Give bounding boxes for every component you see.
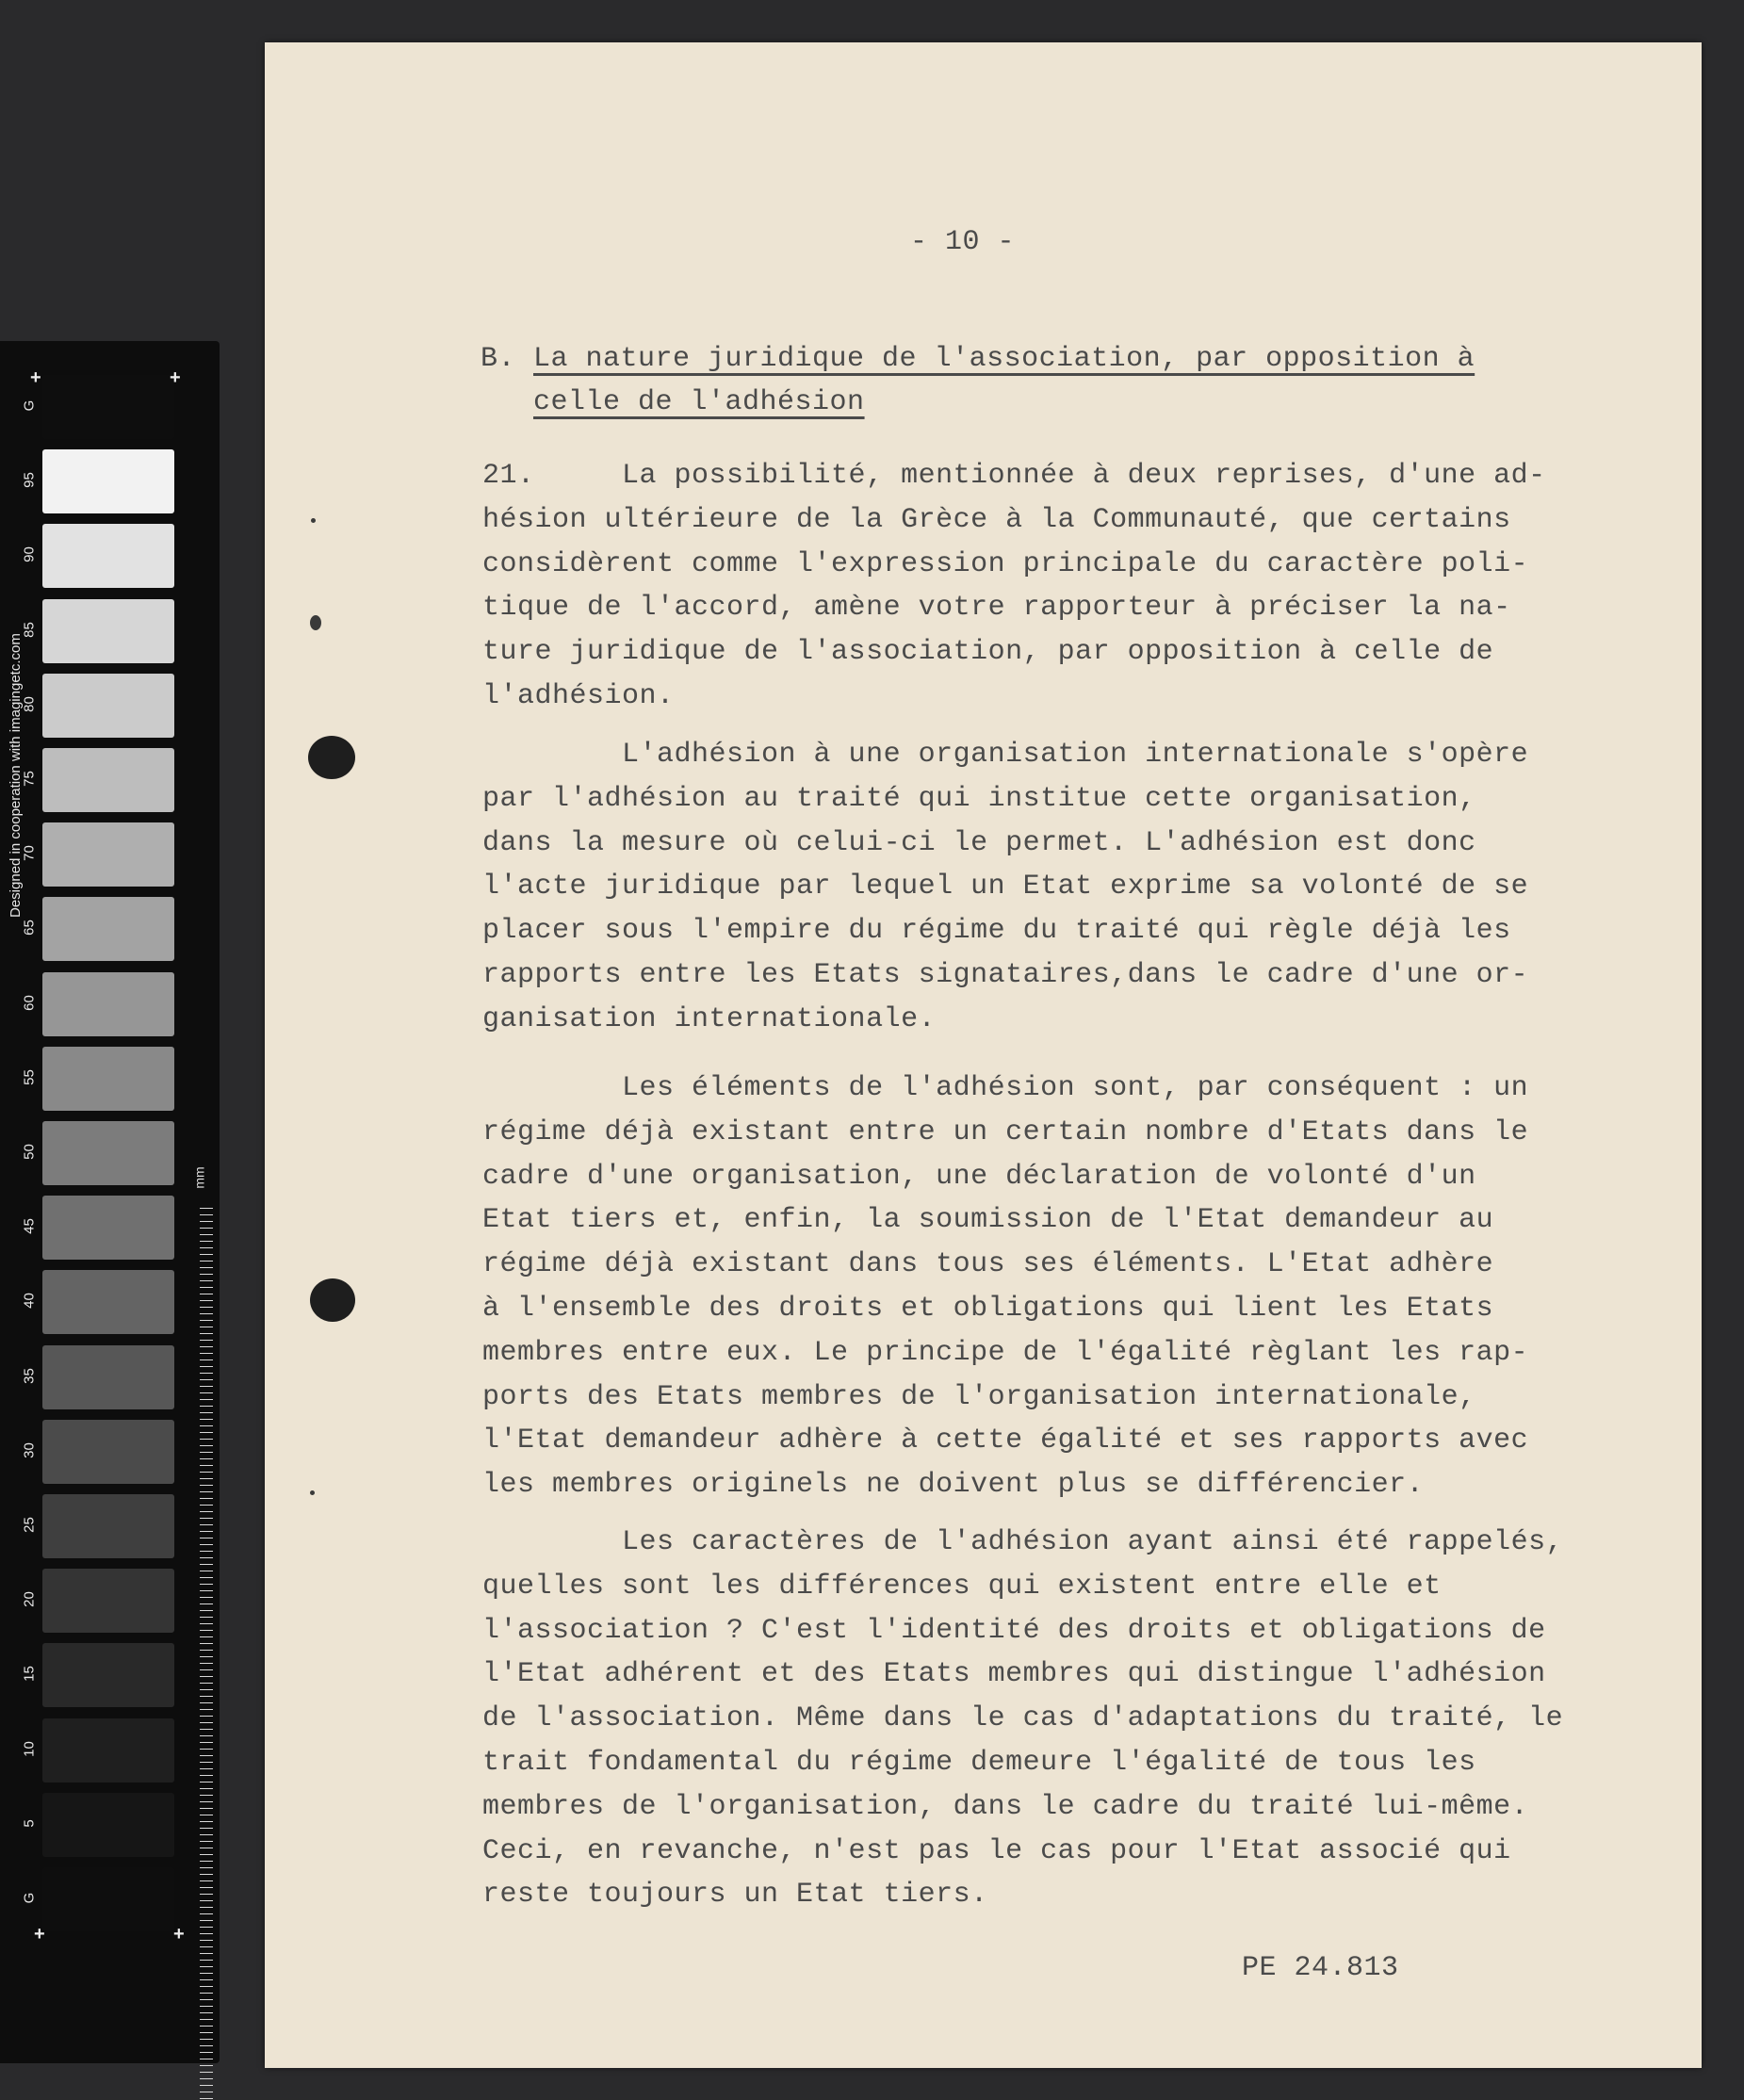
text-line: l'acte juridique par lequel un Etat exprime sa volonté de se (482, 871, 1529, 903)
text-line: ganisation internationale. (482, 1002, 937, 1035)
punch-hole (310, 1278, 355, 1322)
plus-mark-icon: + (170, 367, 181, 388)
section-title: La nature juridique de l'association, par opposition à (533, 343, 1475, 375)
text-line: tique de l'accord, amène votre rapporteur à préciser la na- (482, 592, 1511, 625)
text-line: quelles sont les différences qui existent entre elle et (482, 1570, 1442, 1603)
mm-ruler (200, 1208, 213, 2100)
gray-patch (42, 524, 174, 588)
plus-mark-icon: + (30, 367, 41, 388)
gray-patch-label: 60 (21, 994, 38, 1011)
text-line: rapports entre les Etats signataires,dans le cadre d'une or- (482, 959, 1529, 991)
text-line: Les éléments de l'adhésion sont, par conséquent : un (482, 1072, 1529, 1104)
text-line: régime déjà existant dans tous ses éléments. L'Etat adhère (482, 1248, 1494, 1281)
gray-scale-card (0, 341, 220, 2063)
text-line: Les caractères de l'adhésion ayant ainsi été rappelés, (482, 1526, 1564, 1558)
card-credit: Designed in cooperation with imagingetc.com (8, 633, 24, 918)
ruler-unit: mm (191, 1166, 207, 1189)
text-line: l'adhésion. (482, 680, 675, 712)
gray-patch-label: 85 (21, 621, 38, 638)
gray-patch (42, 1121, 174, 1185)
gray-patch (42, 1569, 174, 1633)
gray-patch-label: 55 (21, 1068, 38, 1085)
text-line: les membres originels ne doivent plus se différencier. (482, 1469, 1425, 1502)
text-line: hésion ultérieure de la Grèce à la Communauté, que certains (482, 503, 1511, 536)
gray-patch-label: 30 (21, 1441, 38, 1458)
text-line: ture juridique de l'association, par opposition à celle de (482, 636, 1494, 669)
gray-patch-label: 5 (21, 1819, 38, 1828)
gray-patch (42, 1196, 174, 1260)
gray-patch (42, 1345, 174, 1409)
gray-patch (42, 375, 174, 439)
gray-patch-label: 10 (21, 1740, 38, 1757)
ink-speck (310, 1490, 315, 1495)
text-line: par l'adhésion au traité qui institue cette organisation, (482, 782, 1476, 815)
text-line: l'Etat demandeur adhère à cette égalité et ses rapports avec (482, 1424, 1529, 1457)
gray-patch (42, 1494, 174, 1558)
gray-patch-label: 20 (21, 1591, 38, 1608)
gray-patch-label: 45 (21, 1218, 38, 1235)
gray-patch-label: 65 (21, 920, 38, 936)
text-line: L'adhésion à une organisation internationale s'opère (482, 739, 1529, 771)
text-line: ports des Etats membres de l'organisation internationale, (482, 1380, 1476, 1413)
gray-patch (42, 599, 174, 663)
text-line: l'Etat adhérent et des Etats membres qui distingue l'adhésion (482, 1658, 1546, 1691)
text-line: membres entre eux. Le principe de l'égalité règlant les rap- (482, 1336, 1529, 1369)
text-line: membres de l'organisation, dans le cadre du traité lui-même. (482, 1790, 1529, 1823)
page-number: - 10 - (910, 226, 1016, 258)
gray-patch-label: G (21, 399, 38, 412)
gray-patch-label: 70 (21, 845, 38, 862)
text-line: dans la mesure où celui-ci le permet. L'adhésion est donc (482, 826, 1476, 859)
gray-patch (42, 1793, 174, 1857)
ink-speck (311, 518, 316, 523)
text-line: trait fondamental du régime demeure l'égalité de tous les (482, 1747, 1476, 1779)
text-line: de l'association. Même dans le cas d'adaptations du traité, le (482, 1702, 1564, 1735)
gray-patch-label: 90 (21, 546, 38, 563)
gray-patch (42, 1643, 174, 1707)
gray-patch (42, 1718, 174, 1783)
gray-patch-label: 40 (21, 1293, 38, 1310)
text-line: placer sous l'empire du régime du traité qui règle déjà les (482, 915, 1511, 948)
text-line: régime déjà existant entre un certain nombre d'Etats dans le (482, 1115, 1529, 1148)
text-line: Ceci, en revanche, n'est pas le cas pour l'Etat associé qui (482, 1834, 1511, 1867)
gray-patch-label: 15 (21, 1666, 38, 1683)
gray-patch (42, 1270, 174, 1334)
gray-patch-label: 35 (21, 1367, 38, 1384)
text-line: considèrent comme l'expression principale du caractère poli- (482, 547, 1529, 580)
text-line: Etat tiers et, enfin, la soumission de l'Etat demandeur au (482, 1204, 1494, 1237)
text-line: reste toujours un Etat tiers. (482, 1879, 988, 1912)
gray-patch-label: 50 (21, 1144, 38, 1160)
plus-mark-icon: + (173, 1924, 185, 1945)
gray-patch-label: 25 (21, 1517, 38, 1533)
gray-patch (42, 897, 174, 961)
text-line: à l'ensemble des droits et obligations qui lient les Etats (482, 1293, 1494, 1325)
gray-patch-label: 75 (21, 771, 38, 787)
text-line: cadre d'une organisation, une déclaration de volonté d'un (482, 1160, 1476, 1193)
gray-patch-label: G (21, 1892, 38, 1904)
gray-patch (42, 1047, 174, 1111)
punch-hole (308, 736, 355, 779)
text-line: 21. La possibilité, mentionnée à deux reprises, d'une ad- (482, 460, 1546, 492)
text-line: l'association ? C'est l'identité des droits et obligations de (482, 1614, 1546, 1647)
gray-patch (42, 1867, 174, 1931)
gray-patch (42, 449, 174, 513)
section-title: celle de l'adhésion (533, 386, 865, 418)
gray-patch (42, 972, 174, 1036)
gray-patch (42, 674, 174, 738)
gray-patch-label: 80 (21, 695, 38, 712)
section-label: B. (481, 343, 516, 375)
gray-patch (42, 748, 174, 812)
gray-patch-label: 95 (21, 472, 38, 489)
document-reference: PE 24.813 (1242, 1952, 1399, 1984)
gray-patch (42, 1420, 174, 1484)
gray-patch (42, 822, 174, 887)
ink-speck (310, 615, 321, 630)
plus-mark-icon: + (34, 1924, 45, 1945)
